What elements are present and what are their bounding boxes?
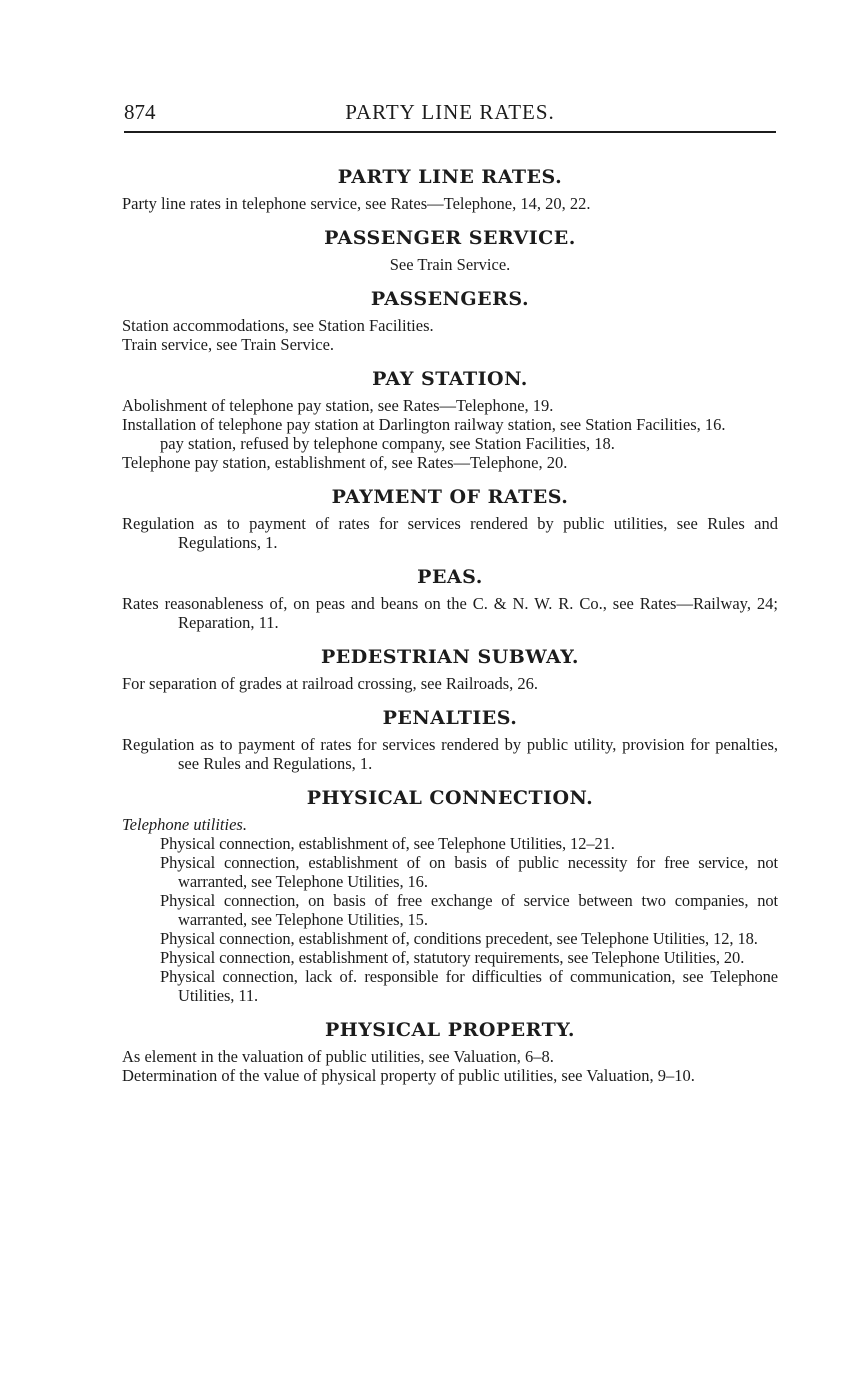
- index-entry: Installation of telephone pay station at Darlington railway station, see Station Facilities, 16.: [122, 415, 726, 434]
- index-entry: For separation of grades at railroad crossing, see Railroads, 26.: [122, 674, 539, 693]
- index-section: [122, 223, 778, 274]
- index-section: [122, 703, 778, 773]
- index-body: [122, 162, 778, 1095]
- index-section: [122, 284, 778, 354]
- index-section: [122, 162, 778, 213]
- index-entry: Telephone pay station, establishment of, see Rates—Telephone, 20.: [122, 453, 568, 472]
- index-subentry: Physical connection, establishment of, statutory requirements, see Telephone Utilities, 20.: [160, 948, 745, 967]
- running-header: [124, 100, 776, 130]
- section-heading: PAYMENT OF RATES.: [331, 486, 569, 508]
- index-subentry: Physical connection, establishment of, see Telephone Utilities, 12–21.: [160, 834, 615, 853]
- index-section: [122, 562, 778, 632]
- index-entry: Rates reasonableness of, on peas and beans on the C. & N. W. R. Co., see Rates—Railway, 24; Reparation, 11.: [122, 594, 778, 632]
- index-entry: Party line rates in telephone service, see Rates—Telephone, 14, 20, 22.: [122, 194, 591, 213]
- section-heading: PHYSICAL CONNECTION.: [306, 787, 594, 809]
- section-heading: PASSENGERS.: [370, 288, 530, 310]
- index-entry: Regulation as to payment of rates for services rendered by public utilities, see Rules and Regulations, 1.: [122, 514, 778, 552]
- index-entry: Regulation as to payment of rates for services rendered by public utility, provision for penalties, see Rules and Regulations, 1.: [122, 735, 778, 773]
- index-subentry: Physical connection, lack of. responsible for difficulties of communication, see Telephone Utilities, 11.: [160, 967, 778, 1005]
- index-entry: Determination of the value of physical property of public utilities, see Valuation, 9–10.: [122, 1066, 695, 1085]
- section-heading: PAY STATION.: [372, 368, 528, 390]
- index-section: [122, 1015, 778, 1085]
- index-entry: See Train Service.: [389, 255, 511, 274]
- index-subentry: Physical connection, establishment of, conditions precedent, see Telephone Utilities, 12, 18.: [160, 929, 758, 948]
- section-heading: PHYSICAL PROPERTY.: [325, 1019, 575, 1041]
- index-section: [122, 642, 778, 693]
- index-entry: Train service, see Train Service.: [122, 335, 335, 354]
- index-subentry: pay station, refused by telephone company, see Station Facilities, 18.: [160, 434, 615, 453]
- index-subentry: Physical connection, on basis of free exchange of service between two companies, not warranted, see Telephone Utilities, 15.: [160, 891, 778, 929]
- running-title: PARTY LINE RATES.: [345, 100, 555, 124]
- header-rule: [124, 131, 776, 133]
- section-heading: PEDESTRIAN SUBWAY.: [321, 646, 579, 668]
- index-section: [122, 482, 778, 552]
- section-heading: PASSENGER SERVICE.: [324, 227, 576, 249]
- index-entry: As element in the valuation of public utilities, see Valuation, 6–8.: [122, 1047, 554, 1066]
- section-heading: PEAS.: [417, 566, 483, 588]
- section-heading: PENALTIES.: [382, 707, 518, 729]
- index-section: [122, 783, 778, 1005]
- page-number: 874: [124, 100, 156, 124]
- index-section: [122, 364, 778, 472]
- index-subheading: Telephone utilities.: [122, 815, 247, 834]
- index-subentry: Physical connection, establishment of on basis of public necessity for free service, not warranted, see Telephone Utilities, 16.: [160, 853, 778, 891]
- index-entry: Station accommodations, see Station Facilities.: [122, 316, 434, 335]
- section-heading: PARTY LINE RATES.: [337, 166, 563, 188]
- index-entry: Abolishment of telephone pay station, see Rates—Telephone, 19.: [122, 396, 554, 415]
